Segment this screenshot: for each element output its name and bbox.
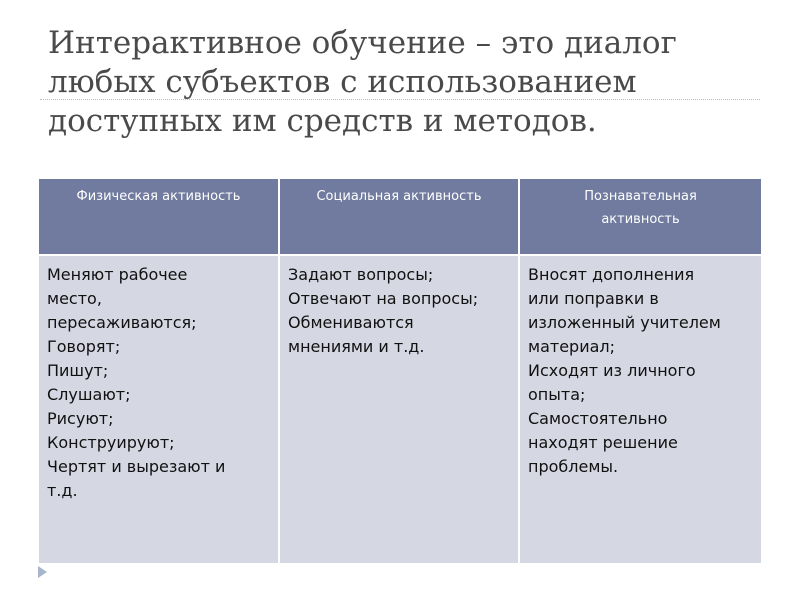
header-cognitive-activity	[519, 179, 761, 255]
cell-text: Рисуют;	[47, 409, 114, 428]
title-line: Интерактивное обучение – это диалог	[48, 25, 677, 61]
cell-text: пересаживаются;	[47, 313, 197, 332]
title-divider	[40, 99, 760, 100]
table-row	[39, 255, 761, 563]
cell-text: Пишут;	[47, 361, 109, 380]
cell-text: Чертят и вырезают и	[47, 457, 226, 476]
cell-text: Вносят дополнения	[528, 265, 695, 284]
cell-physical-activity	[39, 255, 279, 563]
title-line: любых субъектов с использованием	[48, 64, 637, 100]
cell-cognitive-activity	[519, 255, 761, 563]
header-text: активность	[601, 212, 680, 227]
activity-table-container	[39, 179, 761, 563]
cell-text: Отвечают на вопросы;	[288, 289, 479, 308]
cell-text: изложенный учителем	[528, 313, 721, 332]
cell-text: находят решение	[528, 433, 678, 452]
header-text: Физическая активность	[76, 189, 241, 204]
cell-text: или поправки в	[528, 289, 659, 308]
activity-table	[39, 179, 761, 563]
header-text: Познавательная	[584, 189, 697, 204]
cell-text: место,	[47, 289, 102, 308]
cell-text: Меняют рабочее	[47, 265, 188, 284]
cell-text: Конструируют;	[47, 433, 175, 452]
header-text: Социальная активность	[316, 189, 482, 204]
triangle-bullet-icon	[38, 566, 47, 578]
cell-text: опыта;	[528, 385, 586, 404]
cell-social-activity	[279, 255, 519, 563]
slide-title	[48, 24, 768, 141]
cell-text: Самостоятельно	[528, 409, 668, 428]
cell-text: Обмениваются	[288, 313, 414, 332]
cell-text: мнениями и т.д.	[288, 337, 425, 356]
table-header-row	[39, 179, 761, 255]
title-line: доступных им средств и методов.	[48, 103, 597, 139]
header-social-activity	[279, 179, 519, 255]
cell-text: т.д.	[47, 481, 78, 500]
header-physical-activity	[39, 179, 279, 255]
cell-text: Задают вопросы;	[288, 265, 434, 284]
cell-text: Говорят;	[47, 337, 121, 356]
cell-text: Исходят из личного	[528, 361, 696, 380]
cell-text: Слушают;	[47, 385, 131, 404]
cell-text: материал;	[528, 337, 616, 356]
cell-text: проблемы.	[528, 457, 619, 476]
